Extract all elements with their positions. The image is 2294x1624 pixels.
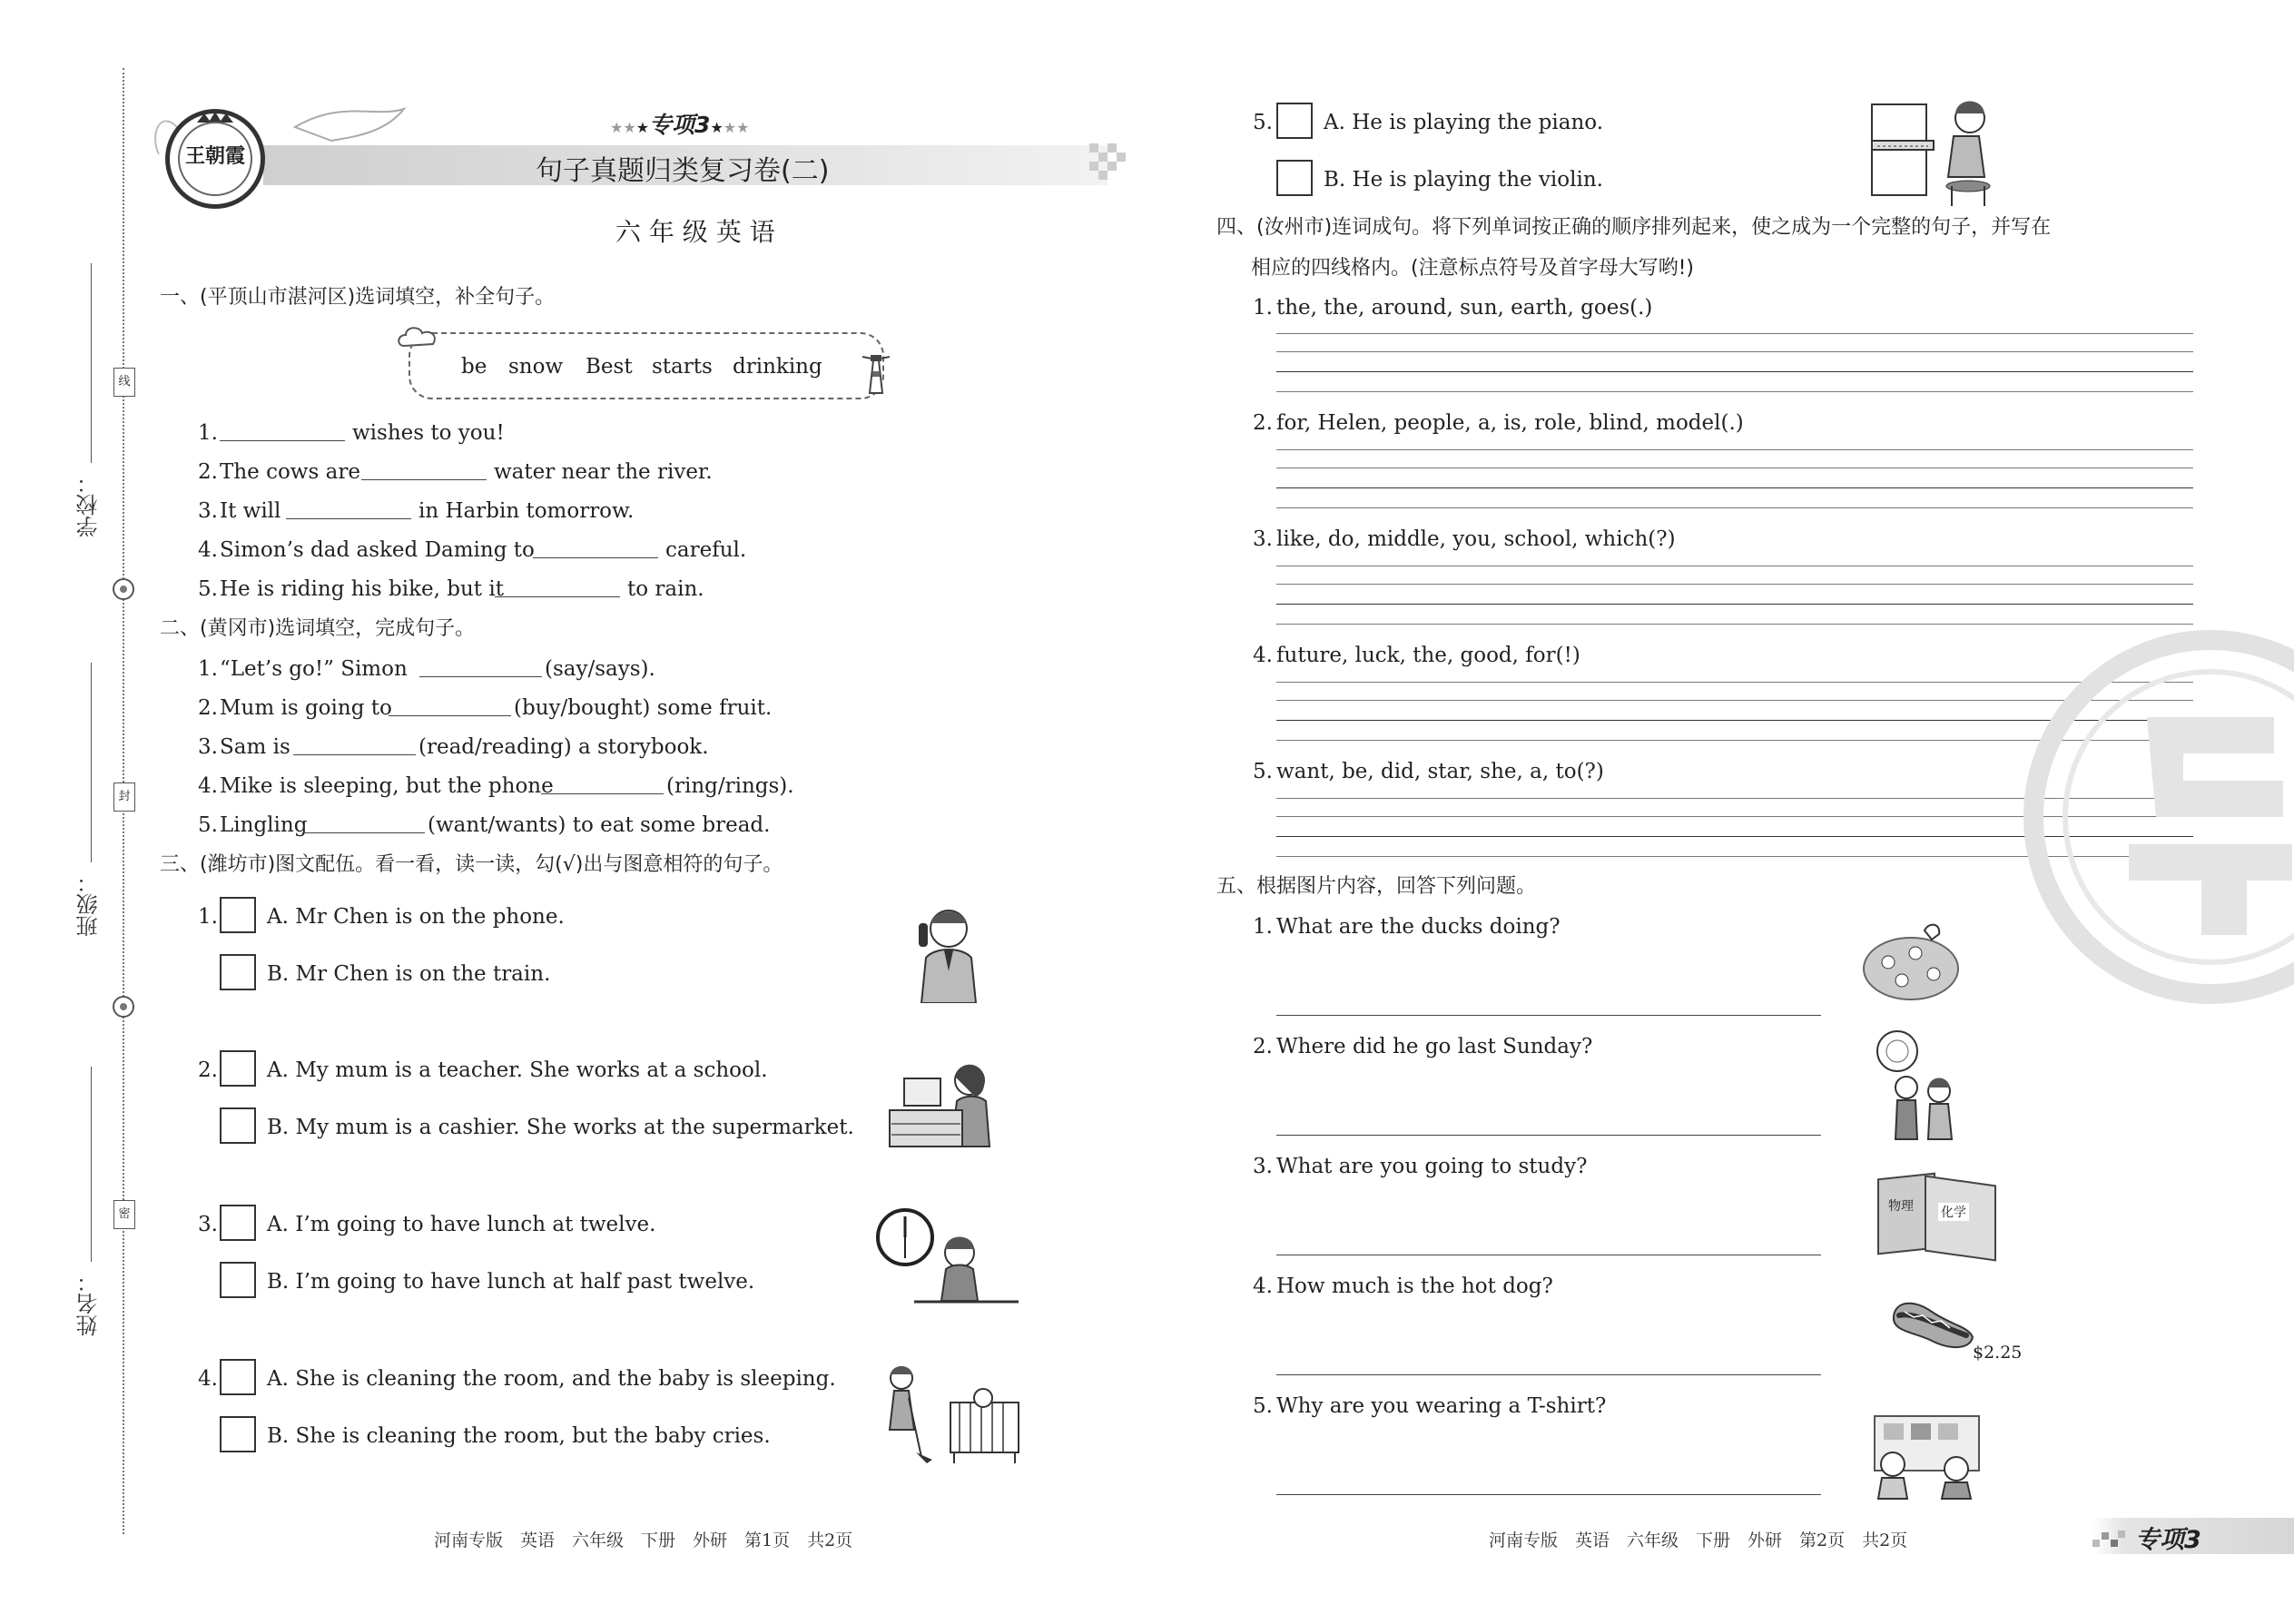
hot-weather-icon — [1866, 1414, 1988, 1501]
item-text: in Harbin tomorrow. — [418, 499, 635, 523]
word-bank-word: be — [461, 355, 487, 379]
answer-blank[interactable] — [419, 676, 542, 677]
checkbox-b[interactable] — [220, 954, 256, 990]
item-number: 2. — [1253, 411, 1273, 435]
four-line-grid[interactable] — [1276, 449, 2193, 513]
children-zoo-icon — [1870, 1026, 1961, 1144]
question-text: Why are you wearing a T-shirt? — [1276, 1394, 1607, 1418]
item-number: 2. — [198, 696, 218, 720]
item-text: (want/wants) to eat some bread. — [428, 813, 771, 837]
item-text: (ring/rings). — [666, 774, 794, 798]
checkbox-b[interactable] — [220, 1416, 256, 1452]
item-text: Simon’s dad asked Daming to — [220, 538, 535, 562]
answer-blank[interactable] — [533, 557, 658, 558]
option-b: B. I’m going to have lunch at half past twelve. — [267, 1270, 755, 1294]
seal-watermark-icon — [2020, 626, 2294, 1008]
footer-left: 河南专版 英语 六年级 下册 外研 第1页 共2页 — [434, 1530, 853, 1550]
option-a: A. I’m going to have lunch at twelve. — [267, 1213, 656, 1236]
hot-dog-icon — [1886, 1294, 1977, 1357]
answer-line[interactable] — [1276, 1015, 1821, 1016]
item-number: 3. — [1253, 527, 1273, 551]
piano-icon — [1870, 95, 1997, 209]
lighthouse-icon — [853, 349, 897, 397]
logo-text: 王朝霞 — [184, 145, 245, 168]
name-label: 姓名： — [76, 1271, 102, 1336]
section3-heading: 三、(潍坊市)图文配伍。看一看，读一读，勾(√)出与图意相符的句子。 — [160, 853, 783, 876]
checkbox-a[interactable] — [220, 1359, 256, 1395]
ducks-icon — [1861, 912, 1961, 1003]
item-number: 1. — [198, 657, 218, 681]
answer-line[interactable] — [1276, 1374, 1821, 1375]
answer-blank[interactable] — [293, 754, 416, 755]
item-number: 5. — [1253, 1394, 1273, 1418]
checkbox-a[interactable] — [1276, 103, 1313, 139]
option-a: A. He is playing the piano. — [1324, 111, 1604, 134]
item-text: Lingling — [220, 813, 308, 837]
checkbox-b[interactable] — [220, 1107, 256, 1144]
item-text: (read/reading) a storybook. — [418, 735, 709, 759]
section5-heading: 五、根据图片内容，回答下列问题。 — [1216, 875, 1537, 898]
item-number: 1. — [1253, 296, 1273, 320]
item-text: Mike is sleeping, but the phone — [220, 774, 554, 798]
checker-pattern-icon — [1089, 143, 1144, 187]
word-bank-word: Best — [586, 355, 633, 379]
answer-blank[interactable] — [361, 479, 487, 480]
item-text: to rain. — [627, 577, 704, 601]
cashier-icon — [888, 1060, 1015, 1151]
item-text: wishes to you! — [352, 421, 505, 445]
class-write-line — [91, 663, 92, 862]
binding-hole-icon — [111, 994, 136, 1019]
scrambled-words: want, be, did, star, she, a, to(?) — [1276, 760, 1604, 783]
item-number: 4. — [198, 774, 218, 798]
subject-tag: ★★★专项3★★★ — [610, 112, 750, 138]
checker-pattern-icon — [2092, 1527, 2129, 1552]
item-text: careful. — [665, 538, 747, 562]
question-text: What are the ducks doing? — [1276, 915, 1561, 939]
section1-heading: 一、(平顶山市湛河区)选词填空，补全句子。 — [160, 286, 556, 309]
four-line-grid[interactable] — [1276, 566, 2193, 629]
checkbox-a[interactable] — [220, 1205, 256, 1241]
scrambled-words: like, do, middle, you, school, which(?) — [1276, 527, 1676, 551]
school-write-line — [91, 263, 92, 463]
page-title: 句子真题归类复习卷(二) — [536, 155, 830, 187]
item-text: It will — [220, 499, 281, 523]
book-label: 物理 — [1888, 1199, 1914, 1214]
binding-hole-icon — [111, 576, 136, 602]
item-number: 5. — [198, 813, 218, 837]
seal-tag-xian: 线 — [113, 368, 135, 397]
footer-right: 河南专版 英语 六年级 下册 外研 第2页 共2页 — [1489, 1530, 1908, 1550]
option-b: B. He is playing the violin. — [1324, 168, 1603, 192]
clock-lunch-icon — [873, 1206, 1019, 1310]
item-text: Sam is — [220, 735, 290, 759]
school-label: 学校： — [76, 472, 102, 537]
cloud-icon — [397, 324, 442, 351]
item-text: (buy/bought) some fruit. — [514, 696, 773, 720]
answer-blank[interactable] — [389, 715, 511, 716]
book-label: 化学 — [1938, 1203, 1969, 1221]
item-number: 4. — [198, 1367, 218, 1391]
seal-tag-mi: 密 — [113, 1200, 135, 1229]
item-number: 5. — [1253, 760, 1273, 783]
checkbox-a[interactable] — [220, 1050, 256, 1087]
word-bank-word: snow — [508, 355, 564, 379]
checkbox-b[interactable] — [1276, 160, 1313, 196]
question-text: How much is the hot dog? — [1276, 1275, 1553, 1298]
word-bank-word: starts — [652, 355, 713, 379]
checkbox-a[interactable] — [220, 897, 256, 933]
item-number: 5. — [1253, 111, 1273, 134]
answer-line[interactable] — [1276, 1494, 1821, 1495]
option-b: B. She is cleaning the room, but the baby cries. — [267, 1424, 771, 1448]
phone-call-icon — [908, 903, 989, 1003]
word-bank-word: drinking — [733, 355, 822, 379]
name-write-line — [91, 1067, 92, 1262]
item-number: 1. — [1253, 915, 1273, 939]
scrambled-words: for, Helen, people, a, is, role, blind, model(.) — [1276, 411, 1744, 435]
option-a: A. She is cleaning the room, and the baby is sleeping. — [267, 1367, 836, 1391]
item-number: 4. — [1253, 1275, 1273, 1298]
answer-blank[interactable] — [495, 596, 620, 597]
section4-heading-cont: 相应的四线格内。(注意标点符号及首字母大写哟!) — [1251, 257, 1694, 280]
answer-blank[interactable] — [286, 518, 411, 519]
cleaning-baby-icon — [876, 1362, 1026, 1466]
item-number: 2. — [198, 1058, 218, 1082]
option-b: B. Mr Chen is on the train. — [267, 962, 551, 986]
section4-heading: 四、(汝州市)连词成句。将下列单词按正确的顺序排列起来，使之成为一个完整的句子，并写在 — [1216, 216, 2052, 239]
question-text: What are you going to study? — [1276, 1155, 1588, 1178]
answer-blank[interactable] — [541, 793, 664, 794]
option-b: B. My mum is a cashier. She works at the supermarket. — [267, 1116, 854, 1139]
item-text: Mum is going to — [220, 696, 392, 720]
item-text: (say/says). — [545, 657, 655, 681]
brand-logo — [165, 109, 265, 209]
item-number: 4. — [1253, 644, 1273, 667]
section2-heading: 二、(黄冈市)选词填空，完成句子。 — [160, 617, 476, 640]
item-number: 5. — [198, 577, 218, 601]
item-number: 3. — [198, 499, 218, 523]
item-number: 3. — [1253, 1155, 1273, 1178]
four-line-grid[interactable] — [1276, 333, 2193, 397]
scrambled-words: future, luck, the, good, for(!) — [1276, 644, 1580, 667]
item-number: 1. — [198, 905, 218, 929]
item-text: He is riding his bike, but it — [220, 577, 504, 601]
price-label: $2.25 — [1973, 1343, 2023, 1363]
item-text: The cows are — [220, 460, 360, 484]
item-number: 3. — [198, 735, 218, 759]
grade-title: 六 年 级 英 语 — [615, 217, 775, 247]
class-label: 班级： — [76, 871, 102, 937]
item-number: 3. — [198, 1213, 218, 1236]
answer-blank[interactable] — [302, 832, 425, 833]
answer-line[interactable] — [1276, 1135, 1821, 1136]
answer-blank[interactable] — [220, 440, 345, 441]
option-a: A. Mr Chen is on the phone. — [267, 905, 565, 929]
subject-badge: 专项3 — [2135, 1526, 2201, 1554]
item-text: water near the river. — [494, 460, 713, 484]
item-number: 2. — [198, 460, 218, 484]
seal-tag-feng: 封 — [113, 782, 135, 812]
item-number: 2. — [1253, 1035, 1273, 1058]
question-text: Where did he go last Sunday? — [1276, 1035, 1593, 1058]
scrambled-words: the, the, around, sun, earth, goes(.) — [1276, 296, 1653, 320]
option-a: A. My mum is a teacher. She works at a school. — [267, 1058, 768, 1082]
item-text: “Let’s go!” Simon — [220, 657, 408, 681]
item-number: 1. — [198, 421, 218, 445]
checkbox-b[interactable] — [220, 1262, 256, 1298]
item-number: 4. — [198, 538, 218, 562]
